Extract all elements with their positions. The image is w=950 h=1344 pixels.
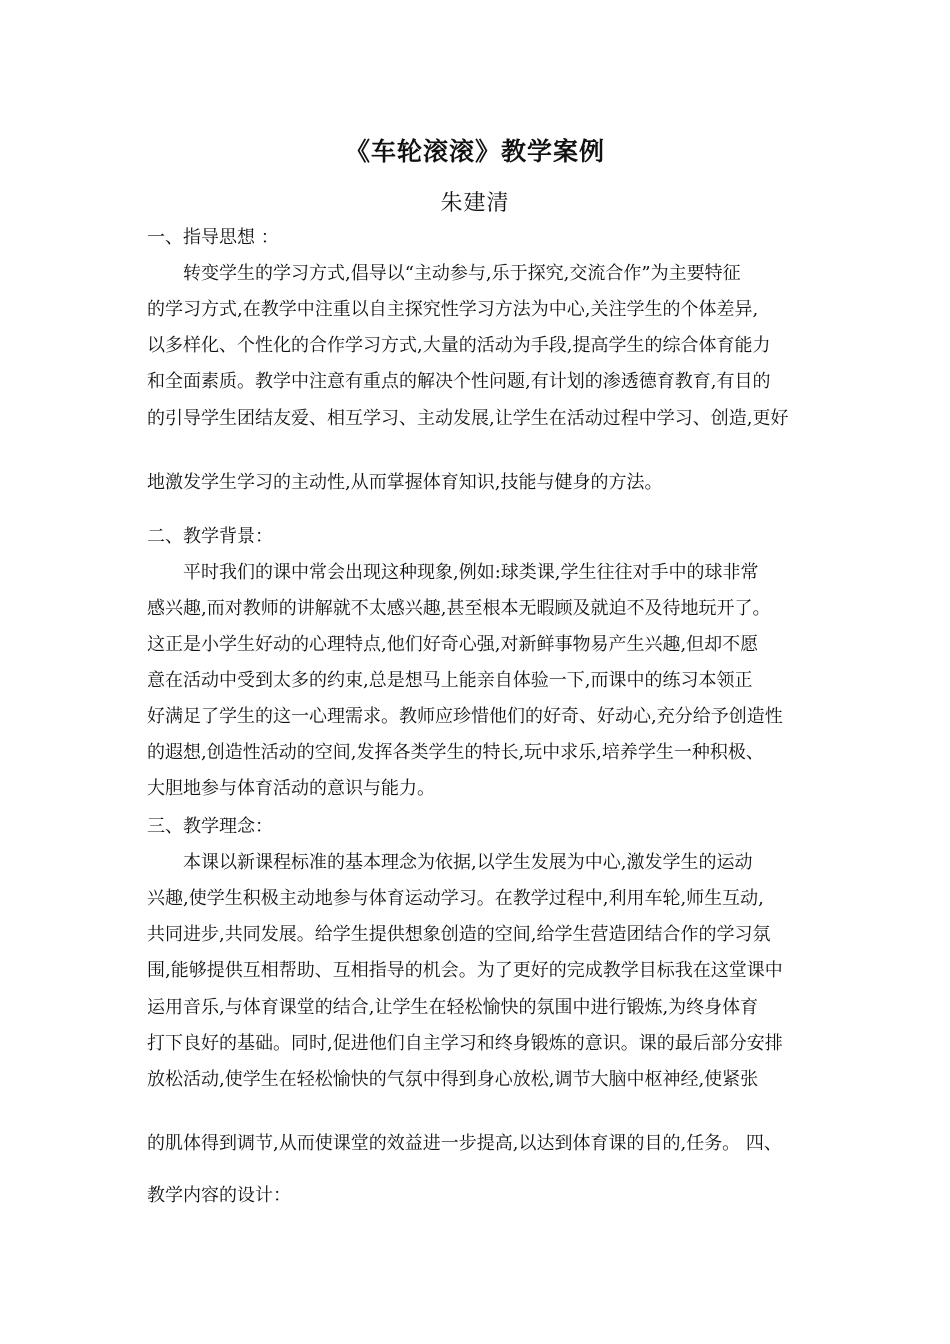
paragraph-line: 围,能够提供互相帮助、互相指导的机会。为了更好的完成教学目标我在这堂课中: [147, 960, 783, 981]
paragraph-line: 放松活动,使学生在轻松愉快的气氛中得到身心放松,调节大脑中枢神经,使紧张: [147, 1069, 759, 1090]
document-title: 《车轮滚滚》教学案例: [344, 137, 605, 166]
paragraph-line: 平时我们的课中常会出现这种现象,例如:球类课,学生往往对手中的球非常: [183, 562, 759, 583]
paragraph-line: 共同进步,共同发展。给学生提供想象创造的空间,给学生营造团结合作的学习氛: [147, 924, 771, 945]
paragraph-line: 的肌体得到调节,从而使课堂的效益进一步提高,以达到体育课的目的,任务。 四、: [147, 1133, 782, 1154]
section-heading-guiding-idea: 一、指导思想 ：: [147, 227, 279, 248]
paragraph-line: 好满足了学生的这一心理需求。教师应珍惜他们的好奇、好动心,充分给予创造性: [147, 706, 783, 727]
paragraph-line: 感兴趣,而对教师的讲解就不太感兴趣,甚至根本无暇顾及就迫不及待地玩开了。: [147, 598, 771, 619]
paragraph-line: 的学习方式,在教学中注重以自主探究性学习方法为中心,关注学生的个体差异,: [147, 299, 759, 320]
paragraph-line: 打下良好的基础。同时,促进他们自主学习和终身锻炼的意识。课的最后部分安排: [147, 1033, 783, 1054]
paragraph-line: 以多样化、个性化的合作学习方式,大量的活动为手段,提高学生的综合体育能力: [147, 335, 771, 356]
paragraph-line: 大胆地参与体育活动的意识与能力。: [147, 778, 435, 799]
paragraph-line: 地激发学生学习的主动性,从而掌握体育知识,技能与健身的方法。: [147, 472, 663, 493]
paragraph-line: 和全面素质。教学中注意有重点的解决个性问题,有计划的渗透德育教育,有目的: [147, 371, 771, 392]
paragraph-line: 转变学生的学习方式,倡导以“主动参与,乐于探究,交流合作”为主要特征: [183, 263, 741, 284]
paragraph-line: 这正是小学生好动的心理特点,他们好奇心强,对新鲜事物易产生兴趣,但却不愿: [147, 634, 759, 655]
paragraph-line: 兴趣,使学生积极主动地参与体育运动学习。在教学过程中,利用车轮,师生互动,: [147, 888, 764, 909]
section-heading-content-design: 教学内容的设计：: [147, 1185, 291, 1206]
paragraph-line: 运用音乐,与体育课堂的结合,让学生在轻松愉快的氛围中进行锻炼,为终身体育: [147, 997, 759, 1018]
paragraph-line: 的遐想,创造性活动的空间,发挥各类学生的特长,玩中求乐,培养学生一种积极、: [147, 742, 764, 763]
paragraph-line: 意在活动中受到太多的约束,总是想马上能亲自体验一下,而课中的练习本领正: [147, 670, 753, 691]
paragraph-line: 的引导学生团结友爱、相互学习、主动发展,让学生在活动过程中学习、创造,更好: [147, 408, 789, 429]
author-name: 朱建清: [440, 191, 510, 216]
section-heading-philosophy: 三、教学理念：: [147, 816, 273, 837]
paragraph-line: 本课以新课程标准的基本理念为依据,以学生发展为中心,激发学生的运动: [183, 852, 753, 873]
section-heading-background: 二、教学背景：: [147, 526, 273, 547]
